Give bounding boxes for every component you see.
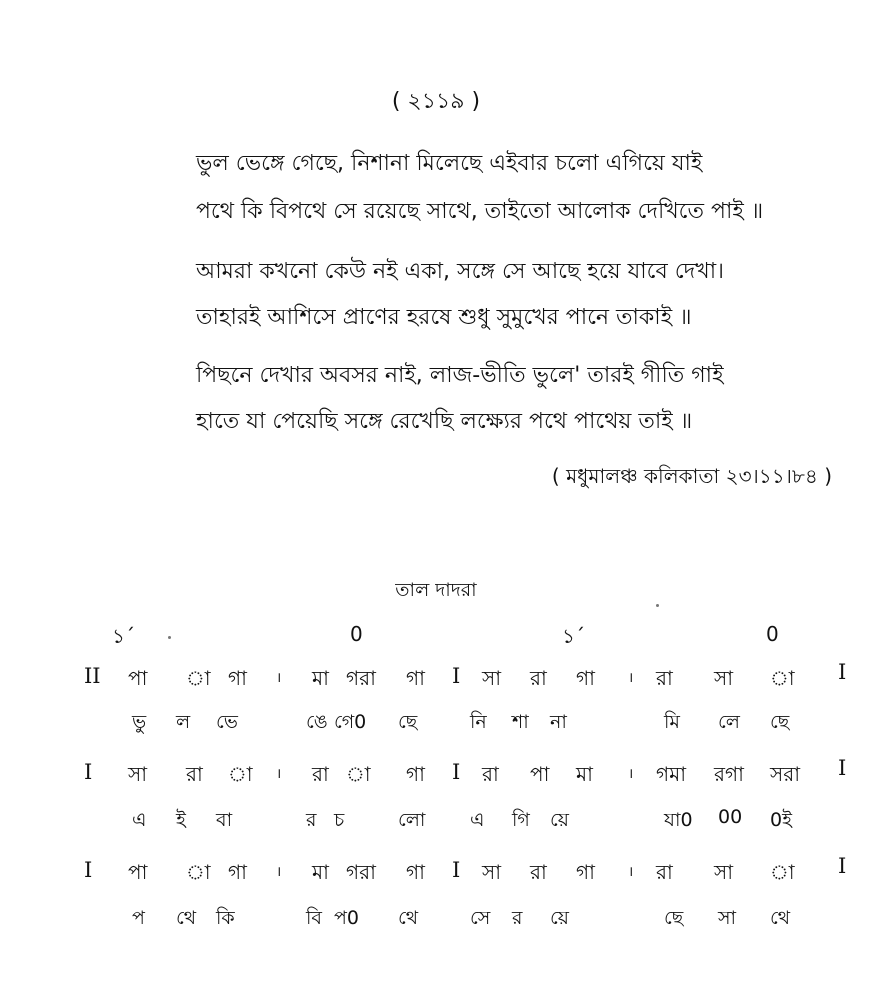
song-number: ( ২১১৯ ) — [391, 89, 481, 114]
lyric-syllable: শা — [512, 711, 529, 733]
swara-note: গমা — [656, 762, 687, 786]
lyric-line-4: তাহারই আশিসে প্রাণের হরষে শুধু সুমুখের পানে তাকাই ॥ — [196, 305, 692, 330]
swara-note: সা — [482, 666, 502, 690]
bar-line: I — [838, 660, 847, 684]
swara-note: মা — [576, 762, 593, 786]
beat-separator: । — [276, 864, 282, 880]
swara-note: রা — [482, 762, 499, 786]
beat-mark: 0 — [766, 622, 779, 646]
lyric-syllable: গে0 — [334, 711, 367, 733]
lyric-syllable: ঙে — [306, 711, 328, 733]
lyric-syllable: ভু — [132, 711, 147, 733]
swara-note: গরা — [346, 860, 376, 884]
swara-note: া — [186, 860, 211, 884]
lyric-syllable: বি — [306, 907, 323, 929]
beat-separator: । — [628, 766, 634, 782]
lyric-line-6: হাতে যা পেয়েছি সঙ্গে রেখেছি লক্ষ্যের পথে পাথেয় তাই ॥ — [196, 409, 693, 434]
lyric-syllable: ভে — [216, 711, 238, 733]
lyric-syllable: প0 — [334, 907, 359, 929]
lyric-syllable: প — [132, 907, 145, 929]
ink-speck — [656, 604, 659, 607]
lyric-syllable: সা — [718, 907, 737, 929]
bar-line: I — [452, 664, 461, 688]
lyric-syllable: মি — [664, 711, 680, 733]
swara-note: রা — [656, 666, 673, 690]
lyric-syllable: এ — [470, 809, 485, 831]
swara-note: রা — [530, 666, 547, 690]
swara-note: রগা — [714, 762, 744, 786]
lyric-syllable: য়ে — [550, 809, 569, 831]
bar-line: I — [452, 858, 461, 882]
lyric-syllable: র — [512, 907, 523, 929]
lyric-line-2: পথে কি বিপথে সে রয়েছে সাথে, তাইতো আলোক দেখিতে পাই ॥ — [196, 199, 764, 224]
lyric-syllable: ছে — [398, 711, 418, 733]
lyric-syllable: থে — [770, 907, 791, 929]
lyric-syllable: র — [306, 809, 317, 831]
swara-note: সা — [128, 762, 148, 786]
bar-line: I — [452, 760, 461, 784]
lyric-syllable: থে — [176, 907, 197, 929]
beat-mark: 0 — [350, 622, 363, 646]
tala-title: তাল দাদরা — [395, 579, 477, 601]
swara-note: সা — [482, 860, 502, 884]
beat-separator: । — [628, 670, 634, 686]
lyric-syllable: চ — [334, 809, 345, 831]
lyric-syllable: সে — [470, 907, 491, 929]
lyric-syllable: ল — [176, 711, 191, 733]
lyric-syllable: নি — [470, 711, 487, 733]
swara-note: পা — [128, 860, 148, 884]
swara-note: রা — [530, 860, 547, 884]
lyric-syllable: এ — [132, 809, 147, 831]
bar-line: II — [84, 664, 101, 688]
lyric-syllable: ছে — [770, 711, 790, 733]
swara-note: সা — [714, 860, 734, 884]
swara-note: া — [346, 762, 371, 786]
swara-note: রা — [656, 860, 673, 884]
swara-note: সা — [714, 666, 734, 690]
lyric-line-3: আমরা কখনো কেউ নই একা, সঙ্গে সে আছে হয়ে যাবে দেখা। — [196, 259, 724, 284]
lyric-syllable: লো — [398, 809, 426, 831]
swara-note: রা — [312, 762, 329, 786]
beat-separator: । — [276, 670, 282, 686]
swara-note: া — [186, 666, 211, 690]
beat-separator: । — [276, 766, 282, 782]
lyric-syllable: থে — [398, 907, 419, 929]
bar-line: I — [84, 760, 93, 784]
swara-note: া — [770, 860, 795, 884]
lyric-line-5: পিছনে দেখার অবসর নাই, লাজ-ভীতি ভুলে' তারই গীতি গাই — [196, 363, 724, 388]
swara-note: মা — [312, 666, 329, 690]
swara-note: রা — [186, 762, 203, 786]
bar-line: I — [838, 756, 847, 780]
swara-note: া — [770, 666, 795, 690]
beat-separator: । — [628, 864, 634, 880]
swara-note: গা — [406, 762, 425, 786]
beat-mark: ১´ — [562, 624, 585, 648]
lyric-syllable: ই — [176, 809, 186, 831]
lyric-syllable: 00 — [718, 806, 743, 828]
swara-note: গা — [576, 666, 595, 690]
swara-note: সরা — [770, 762, 801, 786]
swara-note: গা — [576, 860, 595, 884]
lyric-syllable: 0ই — [770, 809, 792, 831]
swara-note: গা — [228, 666, 247, 690]
bar-line: I — [84, 858, 93, 882]
lyric-line-1: ভুল ভেঙ্গে গেছে, নিশানা মিলেছে এইবার চলো এগিয়ে যাই — [196, 151, 703, 176]
lyric-syllable: লে — [718, 711, 740, 733]
swara-note: পা — [530, 762, 550, 786]
swara-note: পা — [128, 666, 148, 690]
lyric-syllable: গি — [512, 809, 530, 831]
swara-note: মা — [312, 860, 329, 884]
lyric-syllable: কি — [216, 907, 235, 929]
swara-note: া — [228, 762, 253, 786]
lyric-syllable: ছে — [664, 907, 684, 929]
beat-mark: ১´ — [112, 624, 135, 648]
ink-speck — [168, 636, 171, 639]
lyric-syllable: যা0 — [664, 809, 693, 831]
lyric-syllable: বা — [216, 809, 233, 831]
swara-note: গা — [406, 860, 425, 884]
swara-note: গা — [406, 666, 425, 690]
swara-note: গা — [228, 860, 247, 884]
swara-note: গরা — [346, 666, 376, 690]
lyric-syllable: য়ে — [550, 907, 569, 929]
lyric-syllable: না — [550, 711, 567, 733]
bar-line: I — [838, 854, 847, 878]
composition-credit: ( মধুমালঞ্চ কলিকাতা ২৩।১১।৮৪ ) — [551, 464, 832, 488]
